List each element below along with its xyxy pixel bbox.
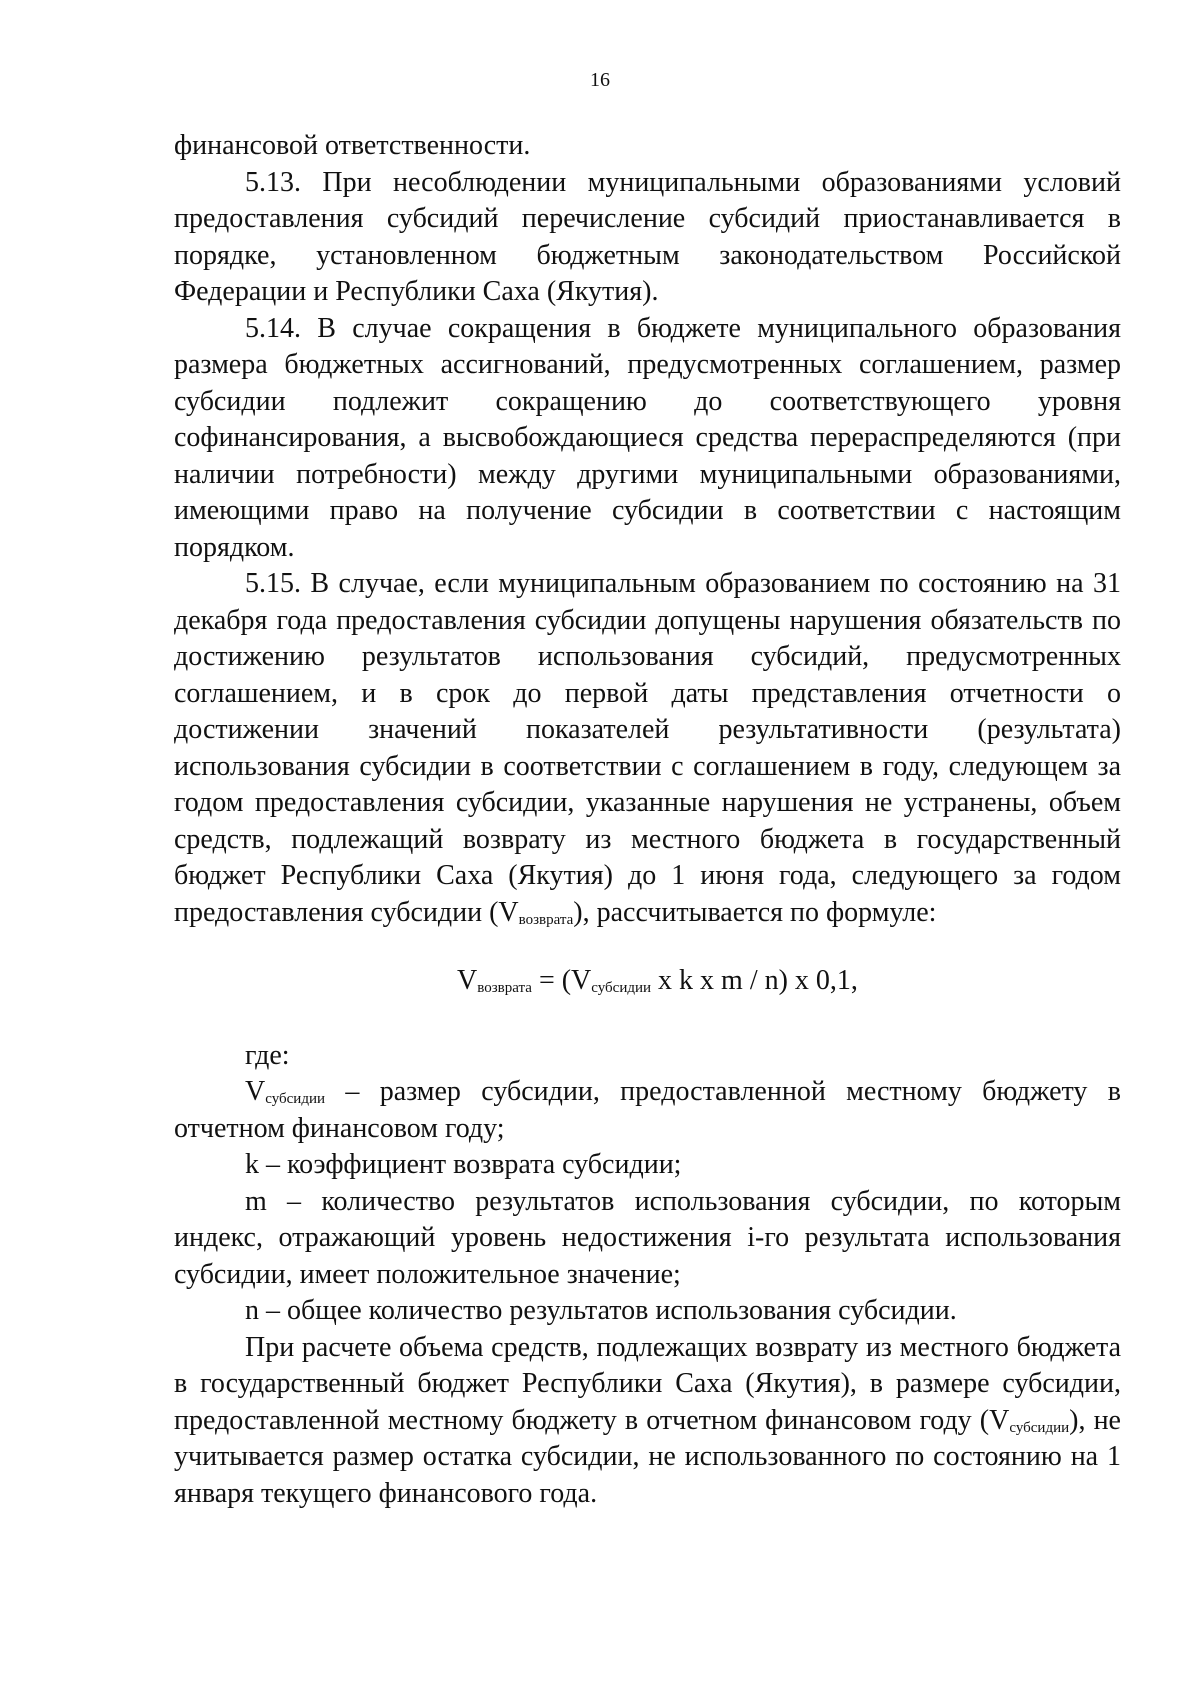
subscript-vozvrata: возврата — [518, 911, 574, 928]
formula-sub-vozvrata: возврата — [477, 980, 532, 996]
formula-mid: = (V — [531, 965, 592, 996]
definition-v-subscript: субсидии — [265, 1091, 325, 1107]
paragraph-final-subscript: субсидии — [1009, 1419, 1070, 1436]
definition-m: m – количество результатов использования субсидии, по которым индекс, отражающий уровень недостижения i-го результата использования субсидии, имеет положительное значение; — [174, 1185, 1121, 1290]
paragraph-final — [174, 1330, 1121, 1513]
definition-v-subsidii — [174, 1074, 1121, 1147]
formula-tail: x k x m / n) x 0,1, — [651, 965, 858, 996]
definition-k: k – коэффициент возврата субсидии; — [245, 1149, 682, 1180]
formula-v1: V — [457, 965, 478, 996]
paragraph-final-tail: ), не учитывается размер остатка субсидии, не использованного по состоянию на 1 января текущего финансового года. — [174, 1404, 1121, 1509]
definition-n: n – общее количество результатов использования субсидии. — [245, 1295, 957, 1326]
formula — [174, 963, 1121, 1000]
paragraph-5-14: 5.14. В случае сокращения в бюджете муниципального образования размера бюджетных ассигнований, предусмотренных соглашением, размер субсидии подлежит сокращению до соответствующего уровня софинансирования, а высвобождающиеся средства перераспределяются (при наличии потребности) между другими муниципальными образованиями, имеющими право на получение субсидии в соответствии с настоящим порядком. — [174, 312, 1121, 563]
definitions-where: где: — [245, 1039, 290, 1071]
paragraph-final-text: При расчете объема средств, подлежащих возврату из местного бюджета в государственный бюджет Республики Саха (Якутия), в размере субсидии, предоставленной местному бюджету в отчетном финансовом году (V — [174, 1331, 1121, 1436]
paragraph-5-15-text: 5.15. В случае, если муниципальным образованием по состоянию на 31 декабря года предоставления субсидии допущены нарушения обязательств по достижению результатов использования субсидий, предусмотренных соглашением, и в срок до первой даты представления отчетности о достижении значений показателей результативности (результата) использования субсидии в соответствии с соглашением в году, следующем за годом предоставления субсидии, указанные нарушения не устранены, объем средств, подлежащий возврату из местного бюджета в государственный бюджет Республики Саха (Якутия) до 1 июня года, следующего за годом предоставления субсидии (V — [174, 568, 1121, 928]
formula-sub-subsidii: субсидии — [591, 980, 652, 996]
paragraph-5-15-tail: ), рассчитывается по формуле: — [573, 896, 937, 928]
document-body — [174, 128, 1121, 1512]
page-number: 16 — [590, 69, 610, 91]
definition-v-text: – размер субсидии, предоставленной местному бюджету в отчетном финансовом году; — [174, 1076, 1121, 1144]
paragraph-5-15 — [174, 566, 1121, 931]
definition-v-symbol: V — [245, 1076, 266, 1107]
paragraph-continuation: финансовой ответственности. — [174, 130, 531, 161]
paragraph-5-13: 5.13. При несоблюдении муниципальными образованиями условий предоставления субсидий перечисление субсидий приостанавливается в порядке, установленном бюджетным законодательством Российской Федерации и Республики Саха (Якутия). — [174, 166, 1121, 307]
